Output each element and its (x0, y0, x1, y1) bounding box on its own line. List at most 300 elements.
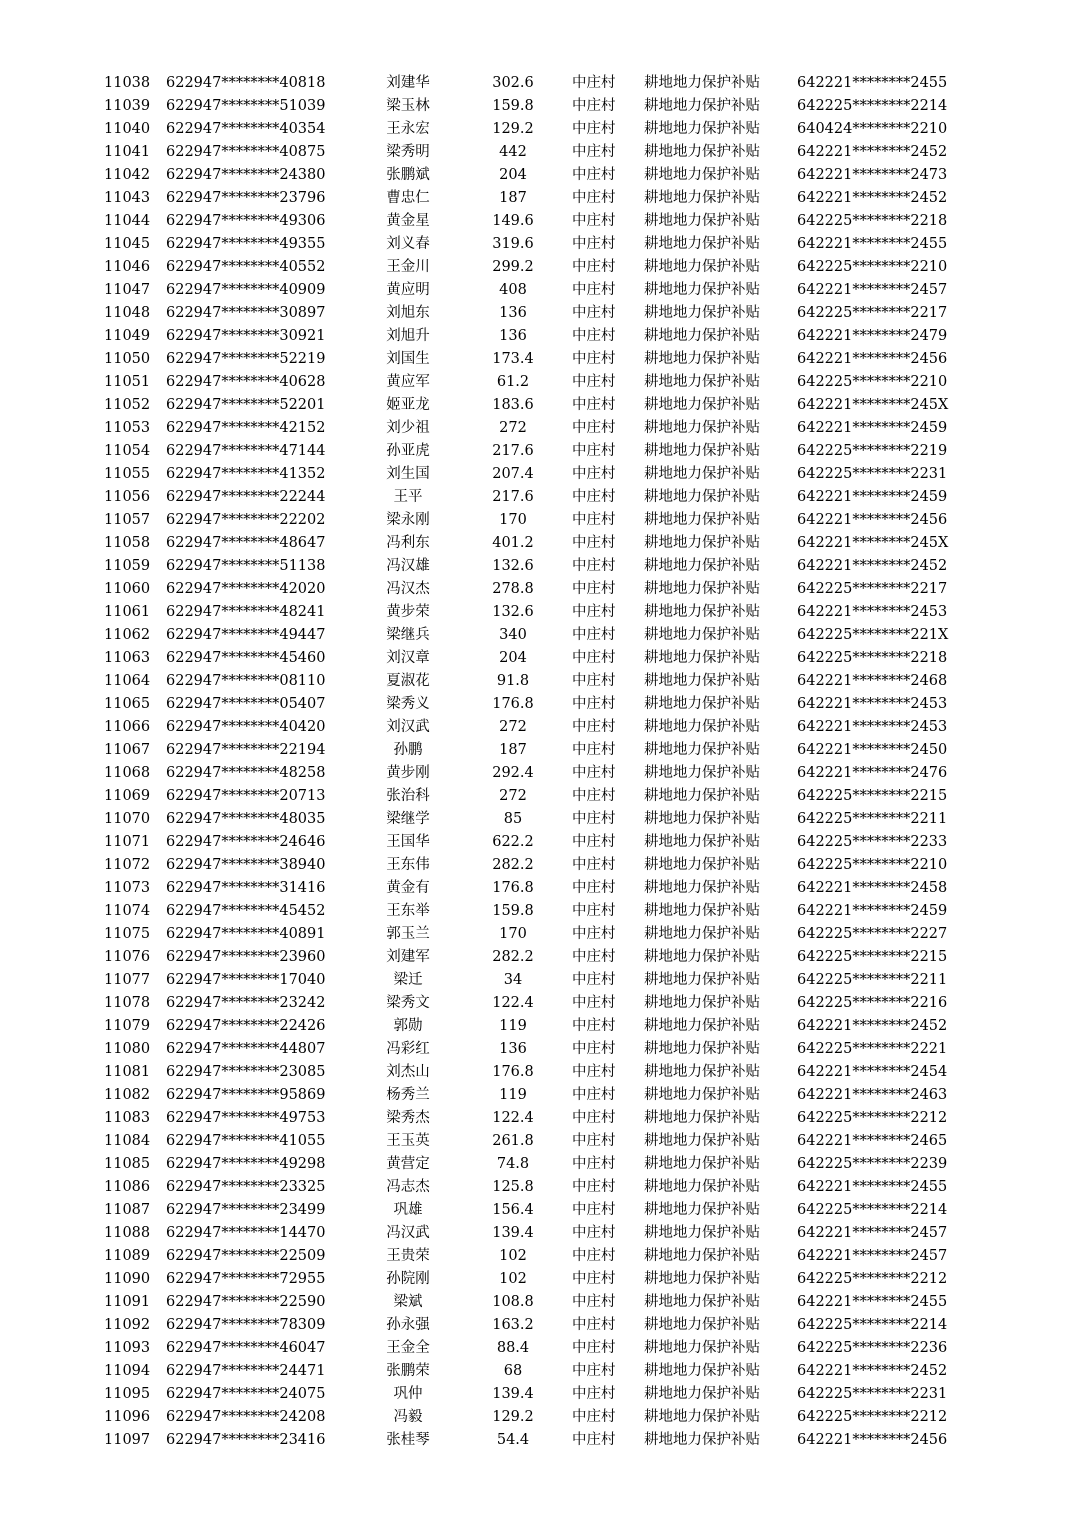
id-card-number: 642221********2476 (797, 765, 948, 781)
recipient-name: 梁迁 (393, 972, 423, 988)
recipient-name: 梁秀义 (386, 696, 430, 712)
village-name: 中庄村 (572, 558, 616, 574)
row-number: 11050 (104, 351, 151, 367)
recipient-name: 冯志杰 (386, 1179, 430, 1195)
village-name: 中庄村 (572, 880, 616, 896)
bank-card-number: 622947********48258 (166, 765, 326, 781)
table-row (0, 1038, 1074, 1061)
subsidy-type: 耕地地力保护补贴 (644, 1110, 760, 1126)
village-name: 中庄村 (572, 1156, 616, 1172)
table-row (0, 417, 1074, 440)
subsidy-amount: 156.4 (492, 1202, 534, 1218)
recipient-name: 刘汉武 (386, 719, 430, 735)
recipient-name: 冯汉武 (386, 1225, 430, 1241)
id-card-number: 642221********2452 (797, 1018, 948, 1034)
subsidy-type: 耕地地力保护补贴 (644, 75, 760, 91)
id-card-number: 642225********2211 (797, 972, 948, 988)
village-name: 中庄村 (572, 627, 616, 643)
table-row (0, 1199, 1074, 1222)
table-row (0, 923, 1074, 946)
table-row (0, 1291, 1074, 1314)
row-number: 11078 (104, 995, 151, 1011)
bank-card-number: 622947********49306 (166, 213, 326, 229)
bank-card-number: 622947********23242 (166, 995, 326, 1011)
village-name: 中庄村 (572, 949, 616, 965)
row-number: 11091 (104, 1294, 151, 1310)
id-card-number: 642221********2455 (797, 1294, 948, 1310)
subsidy-type: 耕地地力保护补贴 (644, 811, 760, 827)
subsidy-amount: 159.8 (492, 98, 534, 114)
village-name: 中庄村 (572, 213, 616, 229)
id-card-number: 642225********2217 (797, 305, 948, 321)
village-name: 中庄村 (572, 420, 616, 436)
subsidy-type: 耕地地力保护补贴 (644, 696, 760, 712)
bank-card-number: 622947********05407 (166, 696, 326, 712)
row-number: 11057 (104, 512, 151, 528)
recipient-name: 王国华 (386, 834, 430, 850)
table-row (0, 1153, 1074, 1176)
row-number: 11047 (104, 282, 151, 298)
id-card-number: 642225********2219 (797, 443, 948, 459)
row-number: 11040 (104, 121, 151, 137)
row-number: 11093 (104, 1340, 151, 1356)
subsidy-type: 耕地地力保护补贴 (644, 213, 760, 229)
id-card-number: 642221********2457 (797, 1225, 948, 1241)
recipient-name: 梁秀文 (386, 995, 430, 1011)
subsidy-amount: 272 (499, 788, 527, 804)
id-card-number: 642221********2452 (797, 144, 948, 160)
recipient-name: 刘汉章 (386, 650, 430, 666)
subsidy-type: 耕地地力保护补贴 (644, 1133, 760, 1149)
subsidy-amount: 119 (499, 1087, 527, 1103)
bank-card-number: 622947********24646 (166, 834, 326, 850)
village-name: 中庄村 (572, 443, 616, 459)
row-number: 11068 (104, 765, 151, 781)
id-card-number: 642221********2457 (797, 1248, 948, 1264)
id-card-number: 642221********2454 (797, 1064, 948, 1080)
subsidy-type: 耕地地力保护补贴 (644, 673, 760, 689)
bank-card-number: 622947********14470 (166, 1225, 326, 1241)
row-number: 11053 (104, 420, 151, 436)
table-row (0, 141, 1074, 164)
id-card-number: 642221********2455 (797, 236, 948, 252)
subsidy-type: 耕地地力保护补贴 (644, 650, 760, 666)
subsidy-amount: 299.2 (492, 259, 534, 275)
row-number: 11087 (104, 1202, 151, 1218)
recipient-name: 孙院刚 (386, 1271, 430, 1287)
village-name: 中庄村 (572, 512, 616, 528)
subsidy-amount: 442 (499, 144, 527, 160)
table-row (0, 1084, 1074, 1107)
recipient-name: 王东伟 (386, 857, 430, 873)
bank-card-number: 622947********52219 (166, 351, 326, 367)
subsidy-amount: 102 (499, 1248, 527, 1264)
subsidy-type: 耕地地力保护补贴 (644, 1317, 760, 1333)
subsidy-type: 耕地地力保护补贴 (644, 236, 760, 252)
table-row (0, 279, 1074, 302)
subsidy-amount: 176.8 (492, 696, 534, 712)
recipient-name: 黄步荣 (386, 604, 430, 620)
bank-card-number: 622947********48035 (166, 811, 326, 827)
recipient-name: 王贵荣 (386, 1248, 430, 1264)
village-name: 中庄村 (572, 1018, 616, 1034)
table-row (0, 486, 1074, 509)
id-card-number: 642221********2453 (797, 696, 948, 712)
bank-card-number: 622947********23960 (166, 949, 326, 965)
recipient-name: 王东举 (386, 903, 430, 919)
table-row (0, 854, 1074, 877)
village-name: 中庄村 (572, 1225, 616, 1241)
bank-card-number: 622947********41352 (166, 466, 326, 482)
subsidy-amount: 34 (503, 972, 523, 988)
id-card-number: 642221********2453 (797, 604, 948, 620)
id-card-number: 642225********2231 (797, 466, 948, 482)
table-row (0, 1383, 1074, 1406)
subsidy-type: 耕地地力保护补贴 (644, 558, 760, 574)
village-name: 中庄村 (572, 144, 616, 160)
table-row (0, 693, 1074, 716)
table-row (0, 969, 1074, 992)
bank-card-number: 622947********40552 (166, 259, 326, 275)
subsidy-amount: 132.6 (492, 604, 534, 620)
subsidy-type: 耕地地力保护补贴 (644, 880, 760, 896)
subsidy-type: 耕地地力保护补贴 (644, 1386, 760, 1402)
bank-card-number: 622947********40875 (166, 144, 326, 160)
subsidy-type: 耕地地力保护补贴 (644, 328, 760, 344)
recipient-name: 刘旭升 (386, 328, 430, 344)
village-name: 中庄村 (572, 926, 616, 942)
recipient-name: 张鹏荣 (386, 1363, 430, 1379)
village-name: 中庄村 (572, 259, 616, 275)
table-row (0, 877, 1074, 900)
table-row (0, 256, 1074, 279)
village-name: 中庄村 (572, 903, 616, 919)
table-row (0, 95, 1074, 118)
subsidy-amount: 272 (499, 420, 527, 436)
subsidy-amount: 159.8 (492, 903, 534, 919)
bank-card-number: 622947********40891 (166, 926, 326, 942)
subsidy-amount: 102 (499, 1271, 527, 1287)
subsidy-amount: 136 (499, 328, 527, 344)
recipient-name: 王平 (393, 489, 423, 505)
village-name: 中庄村 (572, 167, 616, 183)
table-row (0, 670, 1074, 693)
table-row (0, 1268, 1074, 1291)
row-number: 11081 (104, 1064, 151, 1080)
subsidy-amount: 278.8 (492, 581, 534, 597)
subsidy-amount: 122.4 (492, 1110, 534, 1126)
id-card-number: 642225********2233 (797, 834, 948, 850)
row-number: 11075 (104, 926, 151, 942)
row-number: 11079 (104, 1018, 151, 1034)
id-card-number: 642221********245X (797, 535, 949, 551)
subsidy-amount: 170 (499, 926, 527, 942)
id-card-number: 642221********2458 (797, 880, 948, 896)
id-card-number: 642221********2468 (797, 673, 948, 689)
recipient-name: 刘杰山 (386, 1064, 430, 1080)
bank-card-number: 622947********22509 (166, 1248, 326, 1264)
row-number: 11059 (104, 558, 151, 574)
row-number: 11039 (104, 98, 151, 114)
id-card-number: 642221********2463 (797, 1087, 948, 1103)
subsidy-type: 耕地地力保护补贴 (644, 857, 760, 873)
village-name: 中庄村 (572, 696, 616, 712)
recipient-name: 梁斌 (393, 1294, 423, 1310)
row-number: 11072 (104, 857, 151, 873)
table-row (0, 187, 1074, 210)
subsidy-type: 耕地地力保护补贴 (644, 259, 760, 275)
bank-card-number: 622947********49753 (166, 1110, 326, 1126)
id-card-number: 642225********2214 (797, 98, 948, 114)
table-row (0, 624, 1074, 647)
table-row (0, 1360, 1074, 1383)
id-card-number: 642225********2210 (797, 374, 948, 390)
subsidy-amount: 173.4 (492, 351, 534, 367)
id-card-number: 642221********2459 (797, 903, 948, 919)
bank-card-number: 622947********51039 (166, 98, 326, 114)
recipient-name: 冯毅 (393, 1409, 423, 1425)
row-number: 11058 (104, 535, 151, 551)
subsidy-type: 耕地地力保护补贴 (644, 1363, 760, 1379)
table-row (0, 601, 1074, 624)
bank-card-number: 622947********47144 (166, 443, 326, 459)
id-card-number: 640424********2210 (797, 121, 948, 137)
bank-card-number: 622947********23085 (166, 1064, 326, 1080)
village-name: 中庄村 (572, 1248, 616, 1264)
bank-card-number: 622947********44807 (166, 1041, 326, 1057)
table-row (0, 739, 1074, 762)
row-number: 11055 (104, 466, 151, 482)
village-name: 中庄村 (572, 1294, 616, 1310)
recipient-name: 梁永刚 (386, 512, 430, 528)
subsidy-amount: 91.8 (496, 673, 530, 689)
subsidy-type: 耕地地力保护补贴 (644, 1179, 760, 1195)
row-number: 11070 (104, 811, 151, 827)
row-number: 11069 (104, 788, 151, 804)
bank-card-number: 622947********22426 (166, 1018, 326, 1034)
id-card-number: 642221********2452 (797, 190, 948, 206)
village-name: 中庄村 (572, 1110, 616, 1126)
subsidy-amount: 261.8 (492, 1133, 534, 1149)
recipient-name: 黄步刚 (386, 765, 430, 781)
subsidy-type: 耕地地力保护补贴 (644, 1294, 760, 1310)
subsidy-amount: 125.8 (492, 1179, 534, 1195)
bank-card-number: 622947********20713 (166, 788, 326, 804)
village-name: 中庄村 (572, 972, 616, 988)
row-number: 11064 (104, 673, 151, 689)
subsidy-type: 耕地地力保护补贴 (644, 489, 760, 505)
recipient-name: 巩仲 (393, 1386, 423, 1402)
row-number: 11090 (104, 1271, 151, 1287)
recipient-name: 郭玉兰 (386, 926, 430, 942)
village-name: 中庄村 (572, 351, 616, 367)
subsidy-amount: 61.2 (496, 374, 530, 390)
bank-card-number: 622947********24380 (166, 167, 326, 183)
village-name: 中庄村 (572, 834, 616, 850)
bank-card-number: 622947********49447 (166, 627, 326, 643)
recipient-name: 王永宏 (386, 121, 430, 137)
row-number: 11049 (104, 328, 151, 344)
subsidy-amount: 119 (499, 1018, 527, 1034)
id-card-number: 642225********2210 (797, 857, 948, 873)
subsidy-amount: 292.4 (492, 765, 534, 781)
table-row (0, 348, 1074, 371)
village-name: 中庄村 (572, 1179, 616, 1195)
id-card-number: 642225********2231 (797, 1386, 948, 1402)
bank-card-number: 622947********23796 (166, 190, 326, 206)
subsidy-amount: 282.2 (492, 949, 534, 965)
bank-card-number: 622947********24208 (166, 1409, 326, 1425)
village-name: 中庄村 (572, 98, 616, 114)
subsidy-type: 耕地地力保护补贴 (644, 1018, 760, 1034)
subsidy-amount: 622.2 (492, 834, 534, 850)
subsidy-type: 耕地地力保护补贴 (644, 719, 760, 735)
subsidy-amount: 139.4 (492, 1225, 534, 1241)
subsidy-amount: 187 (499, 742, 527, 758)
village-name: 中庄村 (572, 788, 616, 804)
subsidy-amount: 163.2 (492, 1317, 534, 1333)
recipient-name: 郭勋 (393, 1018, 423, 1034)
row-number: 11044 (104, 213, 151, 229)
recipient-name: 杨秀兰 (386, 1087, 430, 1103)
subsidy-type: 耕地地力保护补贴 (644, 374, 760, 390)
village-name: 中庄村 (572, 581, 616, 597)
subsidy-amount: 204 (499, 167, 527, 183)
subsidy-type: 耕地地力保护补贴 (644, 1156, 760, 1172)
subsidy-amount: 207.4 (492, 466, 534, 482)
subsidy-amount: 170 (499, 512, 527, 528)
subsidy-type: 耕地地力保护补贴 (644, 995, 760, 1011)
village-name: 中庄村 (572, 328, 616, 344)
subsidy-type: 耕地地力保护补贴 (644, 535, 760, 551)
subsidy-type: 耕地地力保护补贴 (644, 1340, 760, 1356)
bank-card-number: 622947********38940 (166, 857, 326, 873)
recipient-name: 梁继学 (386, 811, 430, 827)
subsidy-amount: 136 (499, 305, 527, 321)
recipient-name: 梁秀明 (386, 144, 430, 160)
bank-card-number: 622947********48647 (166, 535, 326, 551)
bank-card-number: 622947********22194 (166, 742, 326, 758)
village-name: 中庄村 (572, 190, 616, 206)
row-number: 11094 (104, 1363, 151, 1379)
row-number: 11042 (104, 167, 151, 183)
row-number: 11045 (104, 236, 151, 252)
recipient-name: 张桂琴 (386, 1432, 430, 1448)
bank-card-number: 622947********51138 (166, 558, 326, 574)
id-card-number: 642221********2453 (797, 719, 948, 735)
recipient-name: 黄应军 (386, 374, 430, 390)
village-name: 中庄村 (572, 305, 616, 321)
bank-card-number: 622947********42152 (166, 420, 326, 436)
recipient-name: 梁继兵 (386, 627, 430, 643)
table-row (0, 1222, 1074, 1245)
row-number: 11084 (104, 1133, 151, 1149)
id-card-number: 642221********2479 (797, 328, 948, 344)
subsidy-table (0, 72, 1074, 1452)
subsidy-type: 耕地地力保护补贴 (644, 627, 760, 643)
table-row (0, 1406, 1074, 1429)
id-card-number: 642225********2218 (797, 213, 948, 229)
subsidy-amount: 183.6 (492, 397, 534, 413)
row-number: 11065 (104, 696, 151, 712)
row-number: 11061 (104, 604, 151, 620)
subsidy-type: 耕地地力保护补贴 (644, 1271, 760, 1287)
table-row (0, 1314, 1074, 1337)
id-card-number: 642221********2452 (797, 1363, 948, 1379)
recipient-name: 王金川 (386, 259, 430, 275)
village-name: 中庄村 (572, 282, 616, 298)
bank-card-number: 622947********40354 (166, 121, 326, 137)
table-row (0, 1015, 1074, 1038)
village-name: 中庄村 (572, 1202, 616, 1218)
subsidy-type: 耕地地力保护补贴 (644, 581, 760, 597)
row-number: 11051 (104, 374, 151, 390)
subsidy-amount: 122.4 (492, 995, 534, 1011)
village-name: 中庄村 (572, 857, 616, 873)
table-row (0, 946, 1074, 969)
table-row (0, 440, 1074, 463)
village-name: 中庄村 (572, 1363, 616, 1379)
subsidy-amount: 129.2 (492, 121, 534, 137)
id-card-number: 642221********2459 (797, 420, 948, 436)
village-name: 中庄村 (572, 121, 616, 137)
recipient-name: 姬亚龙 (386, 397, 430, 413)
row-number: 11085 (104, 1156, 151, 1172)
village-name: 中庄村 (572, 742, 616, 758)
bank-card-number: 622947********46047 (166, 1340, 326, 1356)
subsidy-type: 耕地地力保护补贴 (644, 443, 760, 459)
village-name: 中庄村 (572, 673, 616, 689)
village-name: 中庄村 (572, 489, 616, 505)
id-card-number: 642221********2456 (797, 351, 948, 367)
subsidy-type: 耕地地力保护补贴 (644, 1202, 760, 1218)
row-number: 11088 (104, 1225, 151, 1241)
bank-card-number: 622947********23499 (166, 1202, 326, 1218)
table-row (0, 647, 1074, 670)
bank-card-number: 622947********22202 (166, 512, 326, 528)
id-card-number: 642225********2210 (797, 259, 948, 275)
id-card-number: 642225********2214 (797, 1202, 948, 1218)
row-number: 11067 (104, 742, 151, 758)
subsidy-type: 耕地地力保护补贴 (644, 742, 760, 758)
village-name: 中庄村 (572, 765, 616, 781)
subsidy-amount: 149.6 (492, 213, 534, 229)
subsidy-amount: 88.4 (496, 1340, 530, 1356)
id-card-number: 642221********245X (797, 397, 949, 413)
recipient-name: 夏淑花 (386, 673, 430, 689)
recipient-name: 梁玉林 (386, 98, 430, 114)
id-card-number: 642221********2452 (797, 558, 948, 574)
recipient-name: 梁秀杰 (386, 1110, 430, 1126)
subsidy-type: 耕地地力保护补贴 (644, 1087, 760, 1103)
row-number: 11073 (104, 880, 151, 896)
table-row (0, 1429, 1074, 1452)
subsidy-amount: 340 (499, 627, 527, 643)
id-card-number: 642225********2216 (797, 995, 948, 1011)
subsidy-type: 耕地地力保护补贴 (644, 926, 760, 942)
subsidy-type: 耕地地力保护补贴 (644, 765, 760, 781)
row-number: 11080 (104, 1041, 151, 1057)
id-card-number: 642221********2450 (797, 742, 948, 758)
bank-card-number: 622947********30921 (166, 328, 326, 344)
recipient-name: 刘旭东 (386, 305, 430, 321)
subsidy-type: 耕地地力保护补贴 (644, 512, 760, 528)
table-row (0, 233, 1074, 256)
table-row (0, 371, 1074, 394)
id-card-number: 642221********2456 (797, 512, 948, 528)
subsidy-type: 耕地地力保护补贴 (644, 98, 760, 114)
bank-card-number: 622947********45452 (166, 903, 326, 919)
